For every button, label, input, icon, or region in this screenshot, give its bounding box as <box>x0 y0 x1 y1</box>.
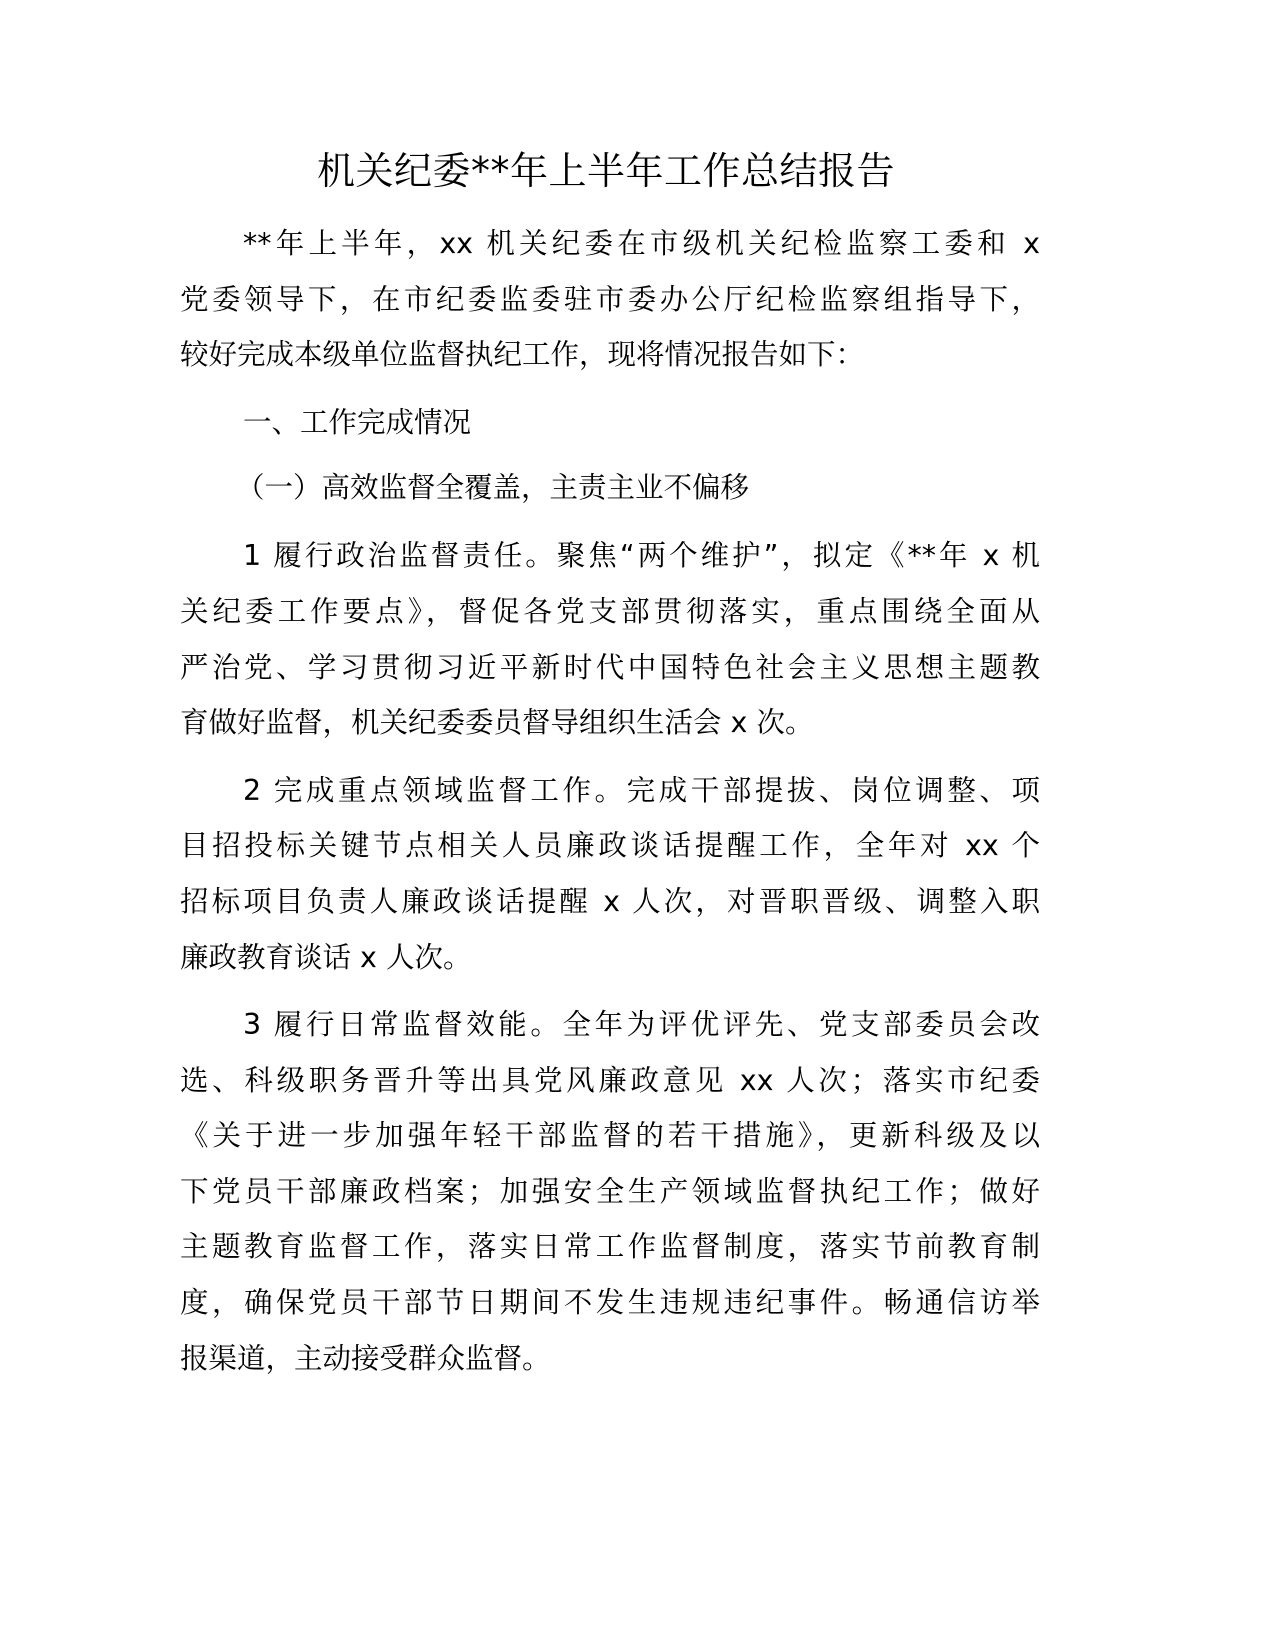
item-2-line-3: 招标项目负责人廉政谈话提醒 x 人次，对晋职晋级、调整入职 <box>180 885 1040 918</box>
item-2-line-4: 廉政教育谈话 x 人次。 <box>180 941 472 974</box>
item-3-line-4: 下党员干部廉政档案；加强安全生产领域监督执纪工作；做好 <box>180 1175 1040 1208</box>
item-1-line-2: 关纪委工作要点》，督促各党支部贯彻落实，重点围绕全面从 <box>180 595 1040 628</box>
item-3-line-2: 选、科级职务晋升等出具党风廉政意见 xx 人次；落实市纪委 <box>180 1064 1040 1097</box>
item-1-line-4: 育做好监督，机关纪委委员督导组织生活会 x 次。 <box>180 706 814 739</box>
item-2-line-2: 目招投标关键节点相关人员廉政谈话提醒工作，全年对 xx 个 <box>180 829 1040 862</box>
intro-line-2: 党委领导下，在市纪委监委驻市委办公厅纪检监察组指导下， <box>180 283 1040 316</box>
item-3-line-3: 《关于进一步加强年轻干部监督的若干措施》，更新科级及以 <box>180 1119 1040 1152</box>
item-3-line-6: 度，确保党员干部节日期间不发生违规违纪事件。畅通信访举 <box>180 1286 1040 1319</box>
intro-line-3: 较好完成本级单位监督执纪工作，现将情况报告如下： <box>180 338 865 371</box>
item-3-line-5: 主题教育监督工作，落实日常工作监督制度，落实节前教育制 <box>180 1230 1040 1263</box>
item-2-line-1: 2 完成重点领域监督工作。完成干部提拔、岗位调整、项 <box>243 774 1040 807</box>
section-1-heading: 一、工作完成情况 <box>243 406 472 439</box>
intro-line-1: **年上半年，xx 机关纪委在市级机关纪检监察工委和 x <box>243 227 1040 260</box>
document-title: 机关纪委**年上半年工作总结报告 <box>316 149 895 193</box>
item-3-line-7: 报渠道，主动接受群众监督。 <box>180 1342 551 1375</box>
subsection-1-heading: （一）高效监督全覆盖，主责主业不偏移 <box>236 471 750 504</box>
item-3-line-1: 3 履行日常监督效能。全年为评优评先、党支部委员会改 <box>243 1008 1040 1041</box>
item-1-line-3: 严治党、学习贯彻习近平新时代中国特色社会主义思想主题教 <box>180 651 1040 684</box>
item-1-line-1: 1 履行政治监督责任。聚焦“两个维护”，拟定《**年 x 机 <box>243 539 1040 572</box>
